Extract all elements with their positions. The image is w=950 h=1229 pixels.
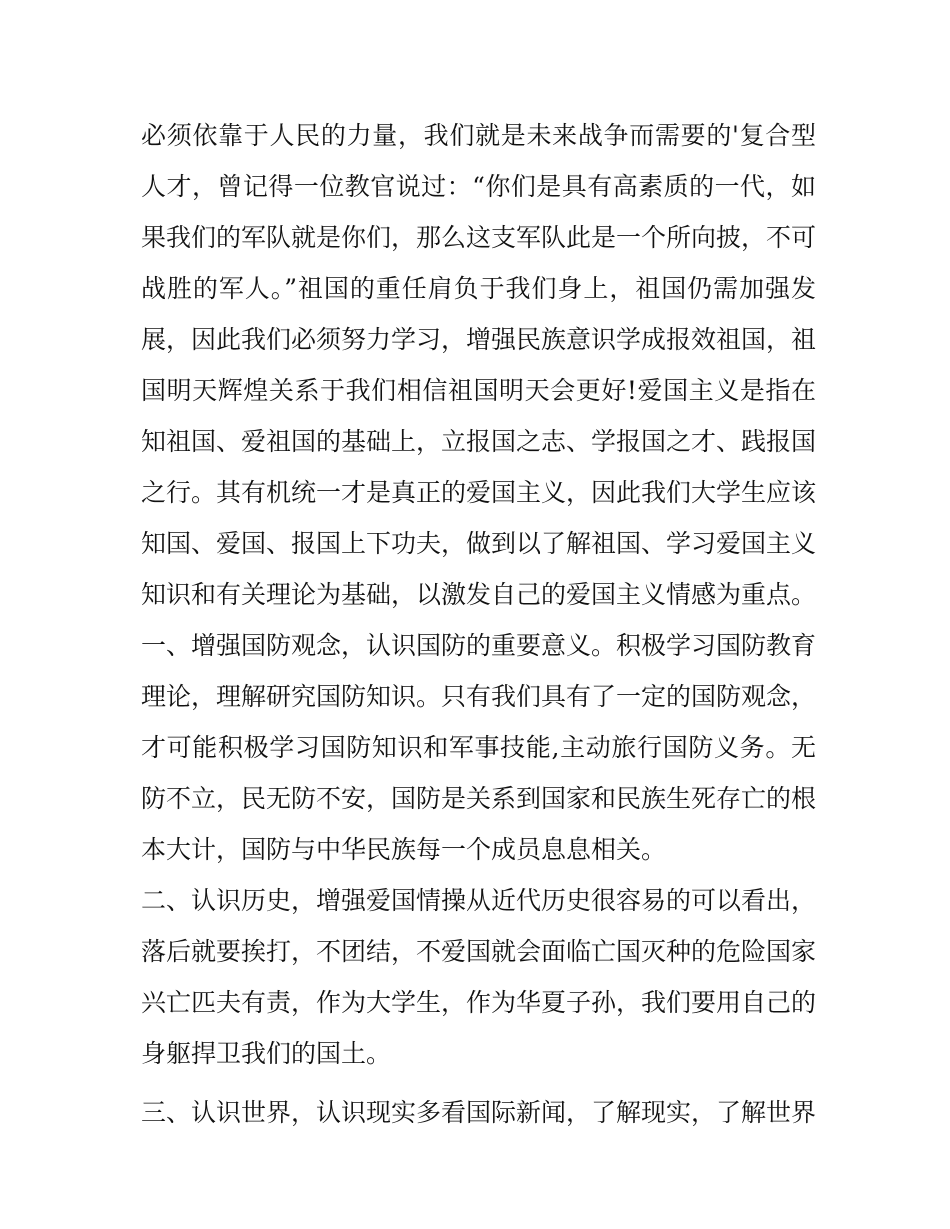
text-line: 防不立，民无防不安，国防是关系到国家和民族生死存亡的根 — [141, 784, 817, 813]
text-line: 战胜的军人。”祖国的重任肩负于我们身上，祖国仍需加强发 — [141, 274, 816, 303]
document-body — [141, 110, 816, 1138]
text-line: 知国、爱国、报国上下功夫，做到以了解祖国、学习爱国主义 — [141, 529, 817, 558]
text-line: 必须依靠于人民的力量，我们就是未来战争而需要的'复合型 — [141, 121, 816, 150]
text-line: 知识和有关理论为基础，以激发自己的爱国主义情感为重点。 — [141, 580, 817, 609]
paragraph-2 — [141, 620, 816, 875]
text-line: 一、增强国防观念，认识国防的重要意义。积极学习国防教育 — [141, 631, 817, 660]
text-line: 知祖国、爱祖国的基础上，立报国之志、学报国之才、践报国 — [141, 427, 817, 456]
text-line: 人才，曾记得一位教官说过：“你们是具有高素质的一代，如 — [141, 172, 816, 201]
text-line: 二、认识历史，增强爱国情操从近代历史很容易的可以看出， — [141, 886, 817, 915]
paragraph-3 — [141, 875, 816, 1079]
text-line: 身躯捍卫我们的国土。 — [141, 1039, 392, 1068]
text-line: 果我们的军队就是你们，那么这支军队此是一个所向披，不可 — [141, 223, 817, 252]
text-line: 之行。其有机统一才是真正的爱国主义，因此我们大学生应该 — [141, 478, 817, 507]
text-line: 本大计，国防与中华民族每一个成员息息相关。 — [141, 835, 667, 864]
paragraph-4 — [141, 1087, 816, 1138]
text-line: 落后就要挨打，不团结，不爱国就会面临亡国灭种的危险国家 — [141, 937, 817, 966]
text-line: 展，因此我们必须努力学习，增强民族意识学成报效祖国，祖 — [141, 325, 817, 354]
paragraph-1 — [141, 110, 816, 620]
text-line: 三、认识世界，认识现实多看国际新闻，了解现实，了解世界 — [141, 1098, 817, 1127]
text-line: 兴亡匹夫有责，作为大学生，作为华夏子孙，我们要用自己的 — [141, 988, 817, 1017]
text-line: 才可能积极学习国防知识和军事技能,主动旅行国防义务。无 — [141, 733, 816, 762]
paragraph-spacer — [141, 1079, 816, 1087]
text-line: 理论，理解研究国防知识。只有我们具有了一定的国防观念， — [141, 682, 817, 711]
text-line: 国明天辉煌关系于我们相信祖国明天会更好!爱国主义是指在 — [141, 376, 816, 405]
